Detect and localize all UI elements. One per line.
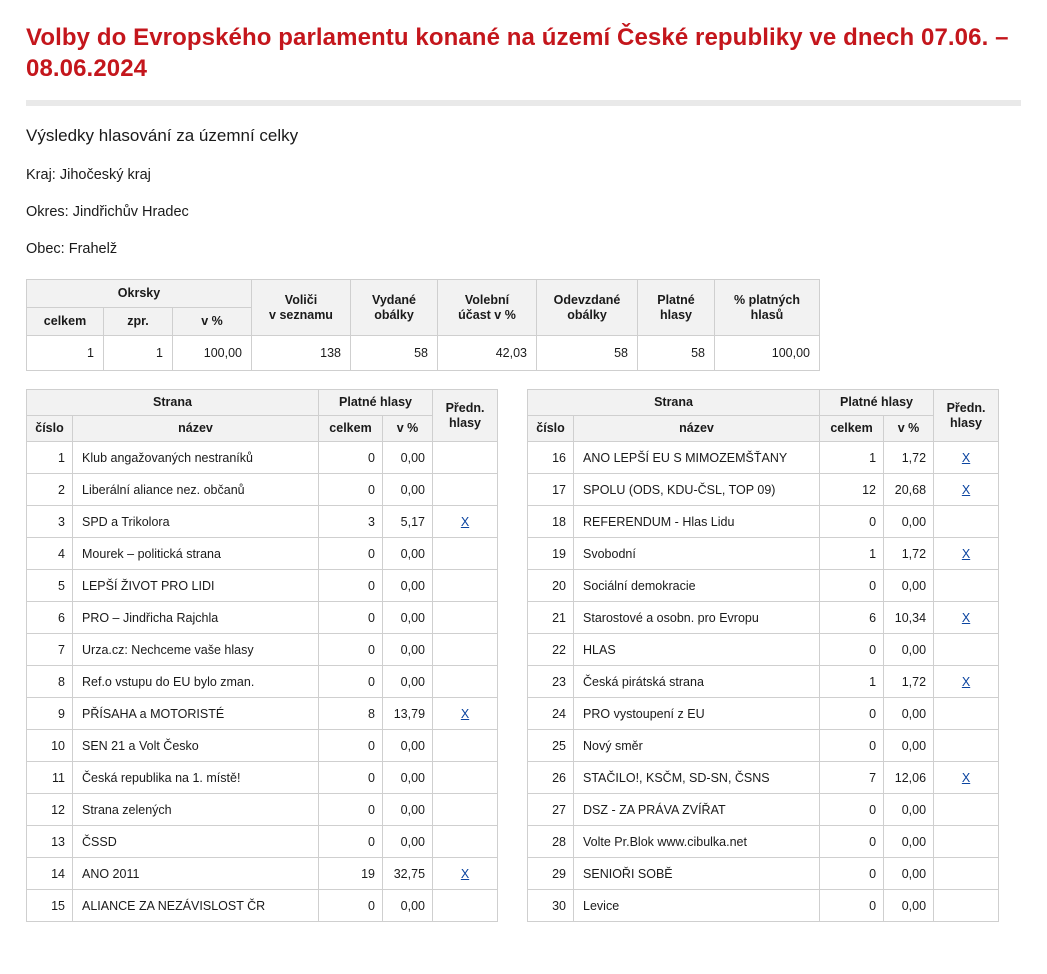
party-votes-percent: 32,75 <box>383 858 433 890</box>
summary-cell-okrsky-zpr: 1 <box>104 336 173 371</box>
party-name: SENIOŘI SOBĚ <box>574 858 820 890</box>
party-votes-percent: 0,00 <box>383 570 433 602</box>
table-row <box>528 538 999 570</box>
party-name: Klub angažovaných nestraníků <box>73 442 319 474</box>
parties-left-group-platne-hlasy: Platné hlasy <box>319 390 433 416</box>
preferential-votes-link[interactable]: X <box>460 706 470 721</box>
summary-header-ucast-line2: účast v % <box>458 307 516 322</box>
party-name: Česká republika na 1. místě! <box>73 762 319 794</box>
party-number: 14 <box>27 858 73 890</box>
party-votes-percent: 0,00 <box>884 890 934 922</box>
party-votes-total: 0 <box>820 506 884 538</box>
party-votes-total: 0 <box>820 858 884 890</box>
party-number: 6 <box>27 602 73 634</box>
party-name: Strana zelených <box>73 794 319 826</box>
party-votes-percent: 1,72 <box>884 666 934 698</box>
party-number: 9 <box>27 698 73 730</box>
table-row <box>27 730 498 762</box>
preferential-votes-link[interactable]: X <box>961 770 971 785</box>
party-votes-total: 8 <box>319 698 383 730</box>
table-row <box>27 442 498 474</box>
section-title: Výsledky hlasování za územní celky <box>26 126 299 146</box>
summary-table <box>26 279 820 371</box>
parties-right-group-strana: Strana <box>528 390 820 416</box>
party-preferential-cell <box>433 602 498 634</box>
summary-header-okrsky-celkem: celkem <box>27 308 104 336</box>
parties-left-group-strana: Strana <box>27 390 319 416</box>
party-number: 5 <box>27 570 73 602</box>
table-row <box>528 730 999 762</box>
party-name: Levice <box>574 890 820 922</box>
summary-header-pct-platnych-line2: hlasů <box>750 307 784 322</box>
party-votes-total: 0 <box>319 730 383 762</box>
parties-right-predn-line1: Předn. <box>946 400 986 415</box>
preferential-votes-link[interactable]: X <box>460 866 470 881</box>
party-preferential-cell[interactable] <box>934 538 999 570</box>
summary-header-vydane <box>351 280 438 336</box>
party-votes-total: 0 <box>319 634 383 666</box>
party-votes-total: 0 <box>820 890 884 922</box>
party-votes-total: 0 <box>319 538 383 570</box>
party-name: LEPŠÍ ŽIVOT PRO LIDI <box>73 570 319 602</box>
party-name: Ref.o vstupu do EU bylo zman. <box>73 666 319 698</box>
party-votes-total: 0 <box>820 730 884 762</box>
party-votes-total: 0 <box>820 794 884 826</box>
meta-okres: Okres: Jindřichův Hradec <box>26 204 189 221</box>
table-row <box>27 666 498 698</box>
party-number: 8 <box>27 666 73 698</box>
party-number: 19 <box>528 538 574 570</box>
party-preferential-cell[interactable] <box>433 506 498 538</box>
parties-right-group-platne-hlasy: Platné hlasy <box>820 390 934 416</box>
parties-right-header-row-1 <box>528 390 999 416</box>
party-name: Sociální demokracie <box>574 570 820 602</box>
party-name: DSZ - ZA PRÁVA ZVÍŘAT <box>574 794 820 826</box>
party-votes-percent: 0,00 <box>383 826 433 858</box>
party-votes-percent: 0,00 <box>383 602 433 634</box>
party-votes-total: 6 <box>820 602 884 634</box>
parties-right-group-predn-hlasy <box>934 390 999 442</box>
preferential-votes-link[interactable]: X <box>961 610 971 625</box>
parties-left-header-pct: v % <box>383 416 433 442</box>
party-name: Liberální aliance nez. občanů <box>73 474 319 506</box>
table-row <box>27 602 498 634</box>
party-preferential-cell <box>433 826 498 858</box>
parties-right-predn-line2: hlasy <box>950 415 983 430</box>
parties-right-header-cislo: číslo <box>528 416 574 442</box>
party-votes-total: 0 <box>820 570 884 602</box>
summary-header-platne <box>638 280 715 336</box>
party-number: 10 <box>27 730 73 762</box>
table-row <box>528 442 999 474</box>
party-preferential-cell <box>934 698 999 730</box>
party-votes-total: 19 <box>319 858 383 890</box>
summary-header-ucast-line1: Volební <box>464 292 510 307</box>
parties-table-right <box>527 389 999 922</box>
party-number: 26 <box>528 762 574 794</box>
summary-cell-okrsky-pct: 100,00 <box>173 336 252 371</box>
parties-left-predn-line2: hlasy <box>449 415 481 430</box>
party-votes-total: 0 <box>820 698 884 730</box>
party-votes-percent: 0,00 <box>383 730 433 762</box>
party-name: Česká pirátská strana <box>574 666 820 698</box>
party-name: STAČILO!, KSČM, SD-SN, ČSNS <box>574 762 820 794</box>
summary-table-wrapper <box>26 279 1021 371</box>
summary-header-odevzdane-line2: obálky <box>567 307 607 322</box>
summary-cell-odevzdane: 58 <box>537 336 638 371</box>
party-votes-total: 0 <box>820 634 884 666</box>
party-number: 11 <box>27 762 73 794</box>
party-number: 7 <box>27 634 73 666</box>
parties-left-header-row-2 <box>27 416 498 442</box>
table-row <box>528 570 999 602</box>
party-number: 22 <box>528 634 574 666</box>
summary-header-row-1 <box>27 280 820 308</box>
parties-left-header-row-1 <box>27 390 498 416</box>
party-name: REFERENDUM - Hlas Lidu <box>574 506 820 538</box>
party-preferential-cell <box>433 634 498 666</box>
party-name: Mourek – politická strana <box>73 538 319 570</box>
party-votes-percent: 0,00 <box>884 506 934 538</box>
party-votes-total: 0 <box>319 762 383 794</box>
party-votes-total: 0 <box>319 794 383 826</box>
party-number: 30 <box>528 890 574 922</box>
party-number: 1 <box>27 442 73 474</box>
preferential-votes-link[interactable]: X <box>961 450 971 465</box>
party-number: 21 <box>528 602 574 634</box>
summary-header-ucast <box>438 280 537 336</box>
party-votes-total: 0 <box>319 474 383 506</box>
table-row <box>528 890 999 922</box>
parties-right-header-nazev: název <box>574 416 820 442</box>
party-name: ALIANCE ZA NEZÁVISLOST ČR <box>73 890 319 922</box>
party-preferential-cell <box>433 538 498 570</box>
summary-header-odevzdane <box>537 280 638 336</box>
party-votes-total: 1 <box>820 538 884 570</box>
party-name: PRO – Jindřicha Rajchla <box>73 602 319 634</box>
party-number: 24 <box>528 698 574 730</box>
table-row <box>27 794 498 826</box>
party-number: 3 <box>27 506 73 538</box>
party-number: 17 <box>528 474 574 506</box>
preferential-votes-link[interactable]: X <box>961 546 971 561</box>
party-name: Urza.cz: Nechceme vaše hlasy <box>73 634 319 666</box>
summary-cell-vydane: 58 <box>351 336 438 371</box>
party-votes-percent: 13,79 <box>383 698 433 730</box>
party-name: PŘÍSAHA a MOTORISTÉ <box>73 698 319 730</box>
page-title: Volby do Evropského parlamentu konané na území České republiky ve dnech 07.06. – 08.06.2024 <box>26 24 1009 83</box>
parties-right-body <box>528 442 999 922</box>
party-name: Svobodní <box>574 538 820 570</box>
parties-left-body <box>27 442 498 922</box>
party-number: 28 <box>528 826 574 858</box>
party-preferential-cell <box>934 858 999 890</box>
parties-table-left <box>26 389 498 922</box>
summary-header-okrsky-zpr: zpr. <box>104 308 173 336</box>
party-votes-percent: 0,00 <box>383 794 433 826</box>
party-votes-total: 0 <box>319 890 383 922</box>
party-preferential-cell <box>934 506 999 538</box>
table-row <box>27 634 498 666</box>
party-votes-percent: 0,00 <box>383 442 433 474</box>
party-number: 25 <box>528 730 574 762</box>
party-votes-percent: 0,00 <box>383 634 433 666</box>
summary-header-pct-platnych <box>715 280 820 336</box>
table-row <box>27 762 498 794</box>
party-votes-percent: 1,72 <box>884 538 934 570</box>
party-name: HLAS <box>574 634 820 666</box>
parties-tables-wrapper <box>26 389 1021 922</box>
party-name: ANO 2011 <box>73 858 319 890</box>
party-votes-percent: 1,72 <box>884 442 934 474</box>
table-row <box>27 890 498 922</box>
party-votes-percent: 0,00 <box>383 890 433 922</box>
table-row <box>27 506 498 538</box>
party-number: 29 <box>528 858 574 890</box>
summary-data-row <box>27 336 820 371</box>
party-name: Nový směr <box>574 730 820 762</box>
parties-left-group-predn-hlasy <box>433 390 498 442</box>
party-name: SPOLU (ODS, KDU-ČSL, TOP 09) <box>574 474 820 506</box>
party-preferential-cell[interactable] <box>934 602 999 634</box>
party-preferential-cell <box>433 794 498 826</box>
party-preferential-cell <box>433 730 498 762</box>
table-row <box>528 698 999 730</box>
party-votes-total: 0 <box>820 826 884 858</box>
party-votes-percent: 0,00 <box>884 826 934 858</box>
party-votes-percent: 0,00 <box>884 730 934 762</box>
title-divider <box>26 100 1021 106</box>
party-number: 12 <box>27 794 73 826</box>
parties-right-header-celkem: celkem <box>820 416 884 442</box>
preferential-votes-link[interactable]: X <box>460 514 470 529</box>
summary-cell-ucast: 42,03 <box>438 336 537 371</box>
table-row <box>27 698 498 730</box>
party-preferential-cell <box>433 570 498 602</box>
summary-header-platne-line1: Platné <box>657 292 695 307</box>
party-votes-percent: 0,00 <box>884 794 934 826</box>
table-row <box>528 858 999 890</box>
parties-right-header-pct: v % <box>884 416 934 442</box>
table-row <box>528 506 999 538</box>
party-preferential-cell <box>934 890 999 922</box>
party-preferential-cell <box>433 442 498 474</box>
party-votes-total: 0 <box>319 570 383 602</box>
party-number: 20 <box>528 570 574 602</box>
party-name: ANO LEPŠÍ EU S MIMOZEMŠŤANY <box>574 442 820 474</box>
summary-cell-platne: 58 <box>638 336 715 371</box>
summary-header-odevzdane-line1: Odevzdané <box>553 292 621 307</box>
table-row <box>528 602 999 634</box>
party-number: 4 <box>27 538 73 570</box>
party-votes-total: 1 <box>820 442 884 474</box>
summary-header-volici <box>252 280 351 336</box>
party-votes-percent: 0,00 <box>383 762 433 794</box>
summary-group-okrsky: Okrsky <box>27 280 252 308</box>
parties-left-header-nazev: název <box>73 416 319 442</box>
table-row <box>528 794 999 826</box>
party-votes-total: 0 <box>319 826 383 858</box>
party-votes-percent: 0,00 <box>884 698 934 730</box>
table-row <box>528 826 999 858</box>
table-row <box>27 826 498 858</box>
party-name: SEN 21 a Volt Česko <box>73 730 319 762</box>
parties-left-header-celkem: celkem <box>319 416 383 442</box>
party-number: 2 <box>27 474 73 506</box>
summary-header-platne-line2: hlasy <box>660 307 692 322</box>
party-preferential-cell <box>934 794 999 826</box>
preferential-votes-link[interactable]: X <box>961 482 971 497</box>
party-name: SPD a Trikolora <box>73 506 319 538</box>
table-row <box>27 570 498 602</box>
table-row <box>27 858 498 890</box>
party-preferential-cell <box>433 474 498 506</box>
preferential-votes-link[interactable]: X <box>961 674 971 689</box>
party-preferential-cell[interactable] <box>433 698 498 730</box>
party-votes-percent: 5,17 <box>383 506 433 538</box>
party-votes-total: 3 <box>319 506 383 538</box>
party-votes-percent: 20,68 <box>884 474 934 506</box>
party-votes-percent: 10,34 <box>884 602 934 634</box>
table-row <box>27 474 498 506</box>
party-preferential-cell[interactable] <box>433 858 498 890</box>
party-votes-percent: 0,00 <box>884 570 934 602</box>
party-votes-percent: 0,00 <box>884 634 934 666</box>
party-number: 23 <box>528 666 574 698</box>
party-votes-percent: 12,06 <box>884 762 934 794</box>
summary-header-volici-line1: Voliči <box>284 292 318 307</box>
party-preferential-cell[interactable] <box>934 474 999 506</box>
party-preferential-cell <box>433 890 498 922</box>
table-row <box>27 538 498 570</box>
summary-header-vydane-line2: obálky <box>374 307 414 322</box>
party-number: 18 <box>528 506 574 538</box>
parties-left-predn-line1: Předn. <box>445 400 485 415</box>
party-number: 27 <box>528 794 574 826</box>
parties-right-header-row-2 <box>528 416 999 442</box>
meta-obec: Obec: Frahelž <box>26 241 118 258</box>
party-votes-total: 12 <box>820 474 884 506</box>
party-name: Starostové a osobn. pro Evropu <box>574 602 820 634</box>
summary-header-pct-platnych-line1: % platných <box>734 292 800 307</box>
party-preferential-cell[interactable] <box>934 666 999 698</box>
party-preferential-cell <box>433 666 498 698</box>
party-preferential-cell <box>934 730 999 762</box>
party-preferential-cell <box>433 762 498 794</box>
table-row <box>528 666 999 698</box>
table-row <box>528 634 999 666</box>
party-preferential-cell[interactable] <box>934 762 999 794</box>
party-votes-total: 0 <box>319 666 383 698</box>
party-preferential-cell <box>934 826 999 858</box>
party-votes-total: 1 <box>820 666 884 698</box>
party-preferential-cell[interactable] <box>934 442 999 474</box>
summary-cell-okrsky-celkem: 1 <box>27 336 104 371</box>
party-name: Volte Pr.Blok www.cibulka.net <box>574 826 820 858</box>
party-number: 15 <box>27 890 73 922</box>
parties-left-header-cislo: číslo <box>27 416 73 442</box>
party-preferential-cell <box>934 570 999 602</box>
party-number: 13 <box>27 826 73 858</box>
party-votes-percent: 0,00 <box>383 666 433 698</box>
party-preferential-cell <box>934 634 999 666</box>
party-number: 16 <box>528 442 574 474</box>
party-votes-total: 0 <box>319 442 383 474</box>
party-name: ČSSD <box>73 826 319 858</box>
table-row <box>528 762 999 794</box>
party-votes-percent: 0,00 <box>884 858 934 890</box>
party-votes-percent: 0,00 <box>383 538 433 570</box>
party-votes-total: 7 <box>820 762 884 794</box>
summary-cell-volici: 138 <box>252 336 351 371</box>
summary-header-vydane-line1: Vydané <box>371 292 416 307</box>
summary-cell-pct-platnych: 100,00 <box>715 336 820 371</box>
party-name: PRO vystoupení z EU <box>574 698 820 730</box>
summary-header-volici-line2: v seznamu <box>269 307 333 322</box>
summary-header-okrsky-pct: v % <box>173 308 252 336</box>
party-votes-percent: 0,00 <box>383 474 433 506</box>
party-votes-total: 0 <box>319 602 383 634</box>
meta-kraj: Kraj: Jihočeský kraj <box>26 167 151 184</box>
table-row <box>528 474 999 506</box>
